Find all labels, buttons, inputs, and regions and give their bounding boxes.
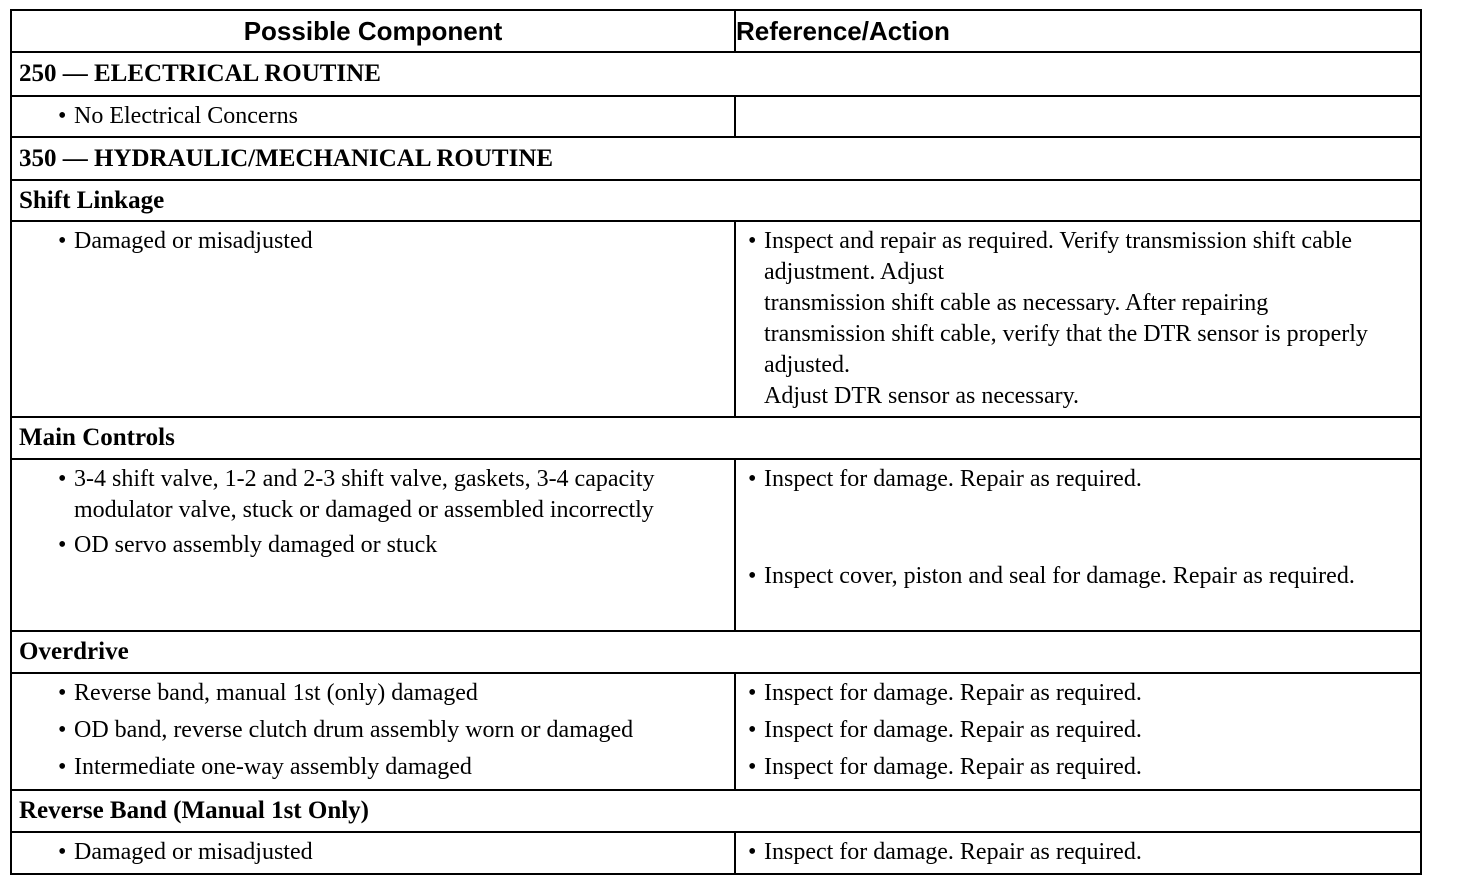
action-item: • Inspect for damage. Repair as required. [748,837,1412,868]
component-cell [12,222,736,416]
action-cell [736,833,1420,873]
action-line: Adjust DTR sensor as necessary. [764,383,1080,409]
action-line: • Inspect and repair as required. Verify transmission shift cable adjustment. Adjust [764,228,1353,285]
section-title-reverse-band: Reverse Band (Manual 1st Only) [12,791,1420,833]
header-reference-action: Reference/Action [736,15,950,46]
section-title-electrical: 250 — ELECTRICAL ROUTINE [12,53,1420,97]
component-item: • Damaged or misadjusted [58,837,726,868]
diagnostic-table [10,9,1422,875]
action-cell [736,460,1420,630]
action-cell [736,674,1420,789]
action-item: • Inspect for damage. Repair as required. [748,752,1412,783]
table-row [12,460,1420,632]
component-cell [12,833,736,873]
section-title-shift-linkage: Shift Linkage [12,181,1420,222]
section-title-main-controls: Main Controls [12,418,1420,460]
action-cell [736,222,1420,416]
action-item [748,226,1412,412]
table-header [12,11,1420,53]
header-possible-component: Possible Component [12,11,736,51]
component-cell [12,674,736,789]
component-item: • Reverse band, manual 1st (only) damaged [58,678,726,709]
action-cell [736,97,1420,136]
action-item: • Inspect for damage. Repair as required. [748,678,1412,709]
component-item: • No Electrical Concerns [58,101,726,132]
component-item: • Intermediate one-way assembly damaged [58,752,726,783]
action-item: • Inspect for damage. Repair as required. [748,464,1412,561]
component-item: • OD servo assembly damaged or stuck [58,530,726,561]
section-title-overdrive: Overdrive [12,632,1420,674]
component-item: • 3-4 shift valve, 1-2 and 2-3 shift valve, gaskets, 3-4 capacity modulator valve, stuck or damaged or assembled incorrectly [58,464,726,526]
component-cell [12,97,736,136]
action-item: • Inspect for damage. Repair as required. [748,715,1412,746]
table-row [12,97,1420,138]
action-item: • Inspect cover, piston and seal for damage. Repair as required. [748,561,1364,592]
table-row [12,222,1420,418]
action-line: transmission shift cable as necessary. After repairing transmission shift cable, verify that the DTR sensor is properly adjusted. [764,290,1368,378]
table-row [12,833,1420,873]
section-title-hydraulic: 350 — HYDRAULIC/MECHANICAL ROUTINE [12,138,1420,181]
table-row [12,674,1420,791]
component-item: • Damaged or misadjusted [58,226,726,257]
component-item: • OD band, reverse clutch drum assembly worn or damaged [58,715,726,746]
component-cell [12,460,736,630]
